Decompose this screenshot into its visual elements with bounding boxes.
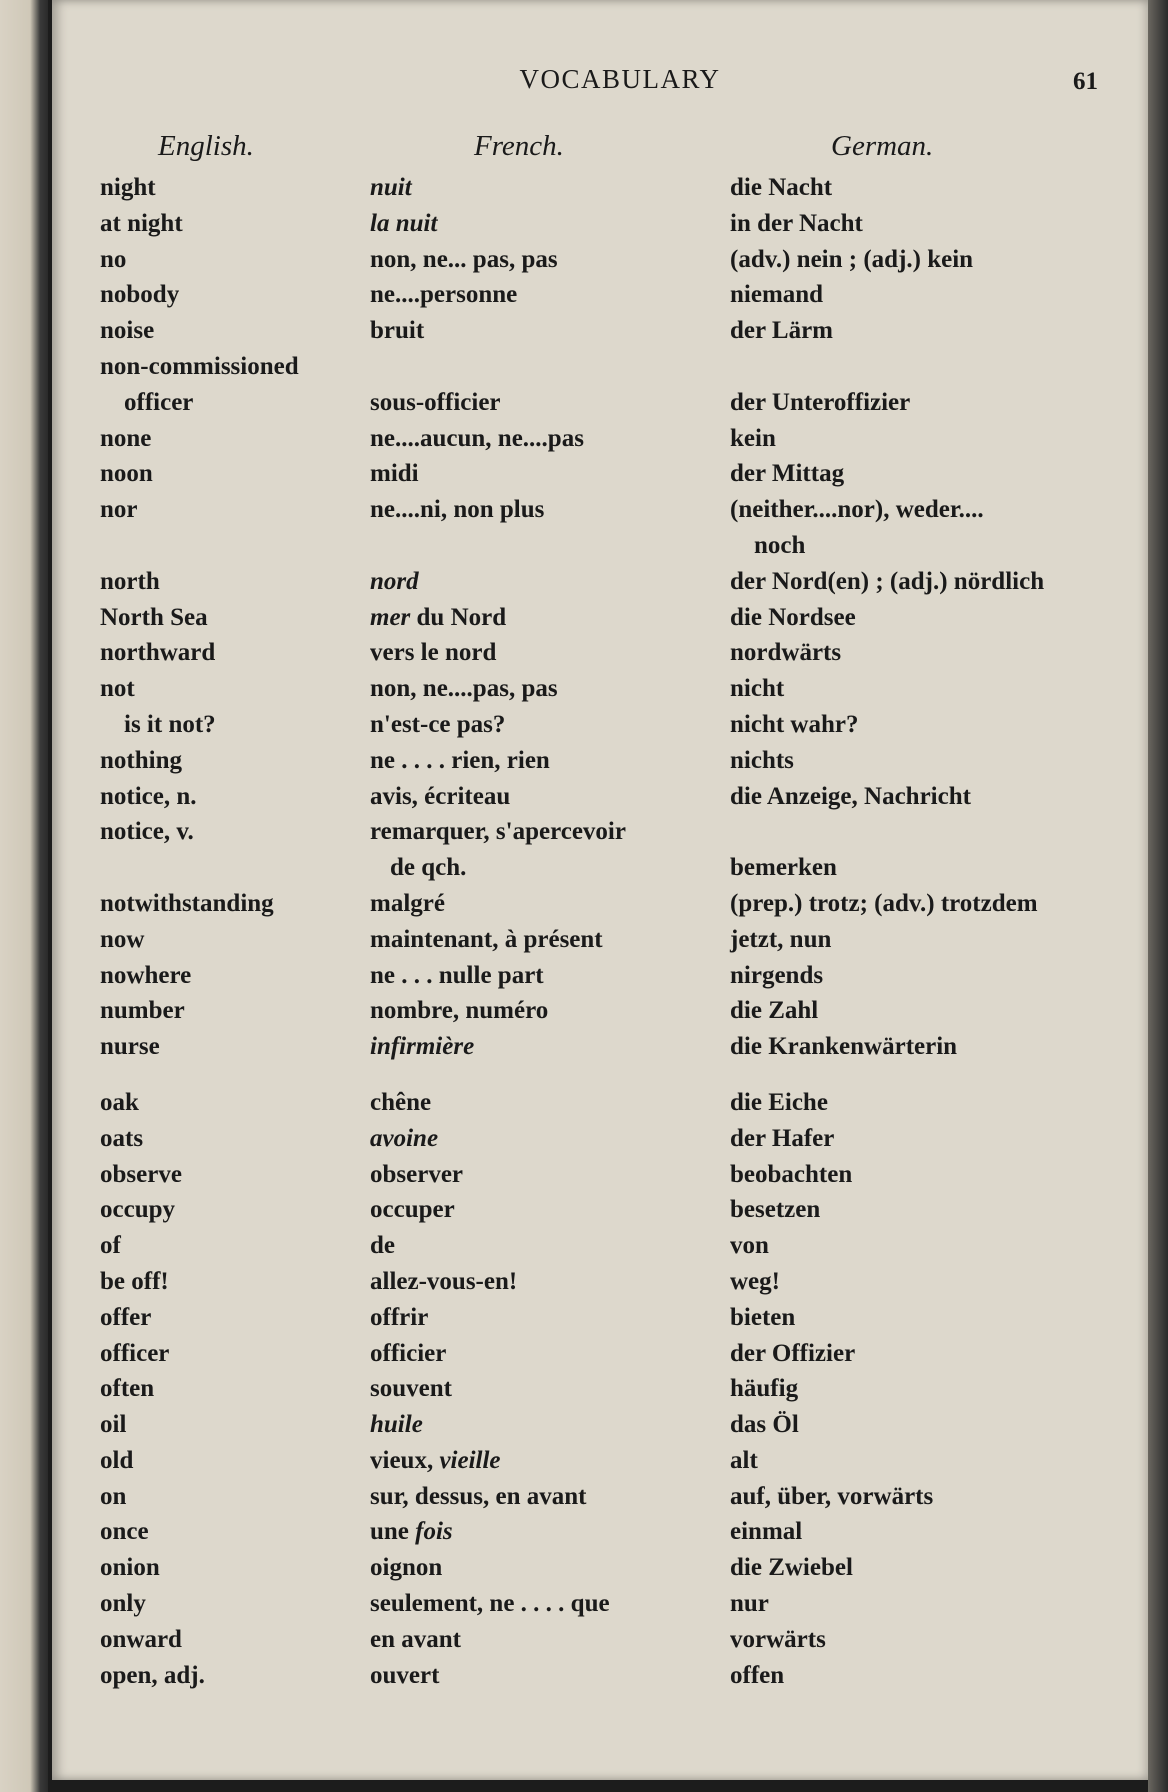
english-term: notwithstanding [100, 889, 274, 917]
english-term: only [100, 1590, 146, 1618]
german-term: die Anzeige, Nachricht [730, 782, 971, 810]
page-edge-shadow [1148, 0, 1168, 1792]
english-term: nurse [100, 1033, 160, 1061]
french-term: nord [370, 567, 419, 595]
french-term: malgré [370, 889, 445, 917]
french-term: ne....ni, non plus [370, 496, 545, 524]
french-term-italic: vieille [439, 1446, 501, 1474]
english-term: number [100, 997, 185, 1025]
english-term: oak [100, 1088, 139, 1116]
german-term: die Zwiebel [730, 1554, 853, 1582]
french-term: ne....personne [370, 281, 518, 309]
french-term: allez-vous-en! [370, 1267, 518, 1295]
german-term: besetzen [730, 1196, 821, 1224]
english-term: nowhere [100, 961, 192, 989]
english-term: northward [100, 639, 216, 667]
german-term: nichts [730, 746, 794, 774]
french-term: nuit [370, 174, 412, 201]
column-header-french: French. [474, 130, 564, 162]
vocab-row [52, 1232, 1148, 1268]
german-term: jetzt, nun [730, 925, 832, 953]
german-term: der Nord(en) ; (adj.) nördlich [730, 567, 1045, 595]
vocab-row [52, 1662, 1148, 1698]
german-term: der Hafer [730, 1124, 835, 1152]
english-term: oil [100, 1411, 127, 1439]
german-term: häufig [730, 1375, 799, 1403]
english-term: nothing [100, 746, 182, 774]
vocab-row [52, 1304, 1148, 1340]
english-term: non-commissioned [100, 352, 299, 380]
french-term: offrir [370, 1303, 429, 1331]
facing-page-edge [0, 0, 48, 1792]
german-term: der Mittag [730, 460, 845, 488]
english-term: is it not? [124, 710, 216, 738]
german-term: der Offizier [730, 1339, 856, 1367]
french-term: sous-officier [370, 388, 501, 416]
vocab-row [52, 747, 1148, 783]
english-term: onion [100, 1554, 160, 1582]
vocab-row [52, 1590, 1148, 1626]
english-term: North Sea [100, 603, 208, 631]
english-term: onward [100, 1625, 182, 1653]
german-term: bieten [730, 1303, 796, 1331]
vocab-row [52, 997, 1148, 1033]
english-term: nor [100, 496, 138, 524]
vocab-row-continuation [52, 854, 1148, 890]
english-term: notice, n. [100, 782, 197, 810]
french-term: officier [370, 1339, 447, 1367]
vocab-row [52, 1125, 1148, 1161]
vocab-row [52, 604, 1148, 640]
french-term-rest: du Nord [410, 603, 507, 631]
german-term: niemand [730, 281, 824, 309]
french-term: occuper [370, 1196, 455, 1224]
german-term: beobachten [730, 1160, 853, 1188]
vocab-row [52, 1626, 1148, 1662]
english-term: be off! [100, 1267, 169, 1295]
french-term [370, 1518, 453, 1546]
french-term: infirmière [370, 1033, 475, 1061]
english-term: nobody [100, 281, 180, 309]
german-term: weg! [730, 1267, 780, 1295]
french-term: la nuit [370, 209, 438, 237]
french-term: ne . . . nulle part [370, 961, 544, 989]
german-term: nicht [730, 675, 785, 703]
english-term: officer [124, 388, 194, 416]
english-term: at night [100, 209, 183, 237]
vocab-row [52, 1411, 1148, 1447]
french-term: de [370, 1232, 395, 1260]
vocab-row [52, 639, 1148, 675]
english-term: officer [100, 1339, 170, 1367]
french-term: maintenant, à présent [370, 925, 603, 953]
vocab-row [52, 711, 1148, 747]
german-term: der Unteroffizier [730, 388, 911, 416]
english-term: no [100, 245, 127, 273]
vocab-row [52, 1483, 1148, 1519]
german-term: noch [754, 531, 806, 559]
english-term: of [100, 1232, 121, 1260]
french-term-rest: vieux, [370, 1446, 440, 1474]
german-term: bemerken [730, 854, 837, 882]
vocab-row [52, 1196, 1148, 1232]
french-term: avis, écriteau [370, 782, 511, 810]
german-term: auf, über, vorwärts [730, 1482, 934, 1510]
vocab-row [52, 783, 1148, 819]
french-term: non, ne... pas, pas [370, 245, 558, 273]
english-term: once [100, 1518, 149, 1546]
german-term: von [730, 1232, 769, 1260]
french-term: sur, dessus, en avant [370, 1482, 587, 1510]
french-term-rest: une [370, 1518, 416, 1546]
german-term: alt [730, 1446, 758, 1474]
english-term: not [100, 675, 135, 703]
vocab-row [52, 962, 1148, 998]
english-term: observe [100, 1160, 182, 1188]
vocab-row [52, 926, 1148, 962]
english-term: noise [100, 317, 155, 345]
vocab-row [52, 1447, 1148, 1483]
english-term: oats [100, 1124, 144, 1152]
german-term: vorwärts [730, 1625, 826, 1653]
german-term: die Zahl [730, 997, 819, 1025]
vocab-row [52, 675, 1148, 711]
vocab-row [52, 460, 1148, 496]
english-term: noon [100, 460, 153, 488]
vocab-row [52, 1268, 1148, 1304]
vocab-row [52, 568, 1148, 604]
running-head [52, 64, 1148, 104]
french-term: bruit [370, 317, 425, 345]
french-term: nombre, numéro [370, 997, 549, 1025]
french-term: ne....aucun, ne....pas [370, 424, 584, 452]
column-header-german: German. [831, 130, 934, 162]
german-term: die Nacht [730, 174, 833, 201]
french-term: n'est-ce pas? [370, 710, 506, 738]
french-term: en avant [370, 1625, 461, 1653]
vocab-row [52, 496, 1148, 532]
english-term: old [100, 1446, 134, 1474]
french-term: souvent [370, 1375, 452, 1403]
french-term: vers le nord [370, 639, 497, 667]
german-term: in der Nacht [730, 209, 863, 237]
english-term: night [100, 174, 156, 201]
column-headers [52, 130, 1148, 170]
french-term: oignon [370, 1554, 443, 1582]
vocab-row [52, 210, 1148, 246]
english-term: on [100, 1482, 127, 1510]
german-term: die Eiche [730, 1088, 828, 1116]
page-number: 61 [1073, 68, 1098, 95]
french-term [370, 1447, 501, 1475]
german-term: einmal [730, 1518, 803, 1546]
vocab-row [52, 1033, 1148, 1069]
vocab-row [52, 1161, 1148, 1197]
english-term: open, adj. [100, 1661, 205, 1689]
french-term: remarquer, s'apercevoir [370, 818, 626, 846]
vocab-row [52, 818, 1148, 854]
french-term [370, 604, 506, 632]
vocab-row [52, 281, 1148, 317]
vocab-row-continuation [52, 389, 1148, 425]
french-term: de qch. [390, 854, 467, 882]
english-term: north [100, 567, 160, 595]
page-title: VOCABULARY [519, 64, 721, 94]
vocabulary-list [52, 174, 1148, 1697]
german-term: (adv.) nein ; (adj.) kein [730, 245, 974, 273]
german-term: nur [730, 1590, 769, 1618]
french-term: ne . . . . rien, rien [370, 746, 550, 774]
english-term: offer [100, 1303, 152, 1331]
vocab-row [52, 1340, 1148, 1376]
vocab-row [52, 1554, 1148, 1590]
vocab-row [52, 1518, 1148, 1554]
vocab-row [52, 353, 1148, 389]
german-term: (neither....nor), weder.... [730, 496, 984, 524]
german-term: (prep.) trotz; (adv.) trotzdem [730, 889, 1038, 917]
french-term-italic: fois [415, 1518, 453, 1546]
english-term: occupy [100, 1196, 175, 1224]
vocab-row [52, 174, 1148, 210]
german-term: kein [730, 424, 776, 452]
german-term: nirgends [730, 961, 824, 989]
french-term-italic: mer [370, 603, 411, 631]
english-term: now [100, 925, 145, 953]
vocab-row [52, 1375, 1148, 1411]
french-term: non, ne....pas, pas [370, 675, 558, 703]
french-term: avoine [370, 1124, 439, 1152]
german-term: nordwärts [730, 639, 842, 667]
german-term: das Öl [730, 1411, 799, 1439]
column-header-english: English. [158, 130, 254, 162]
english-term: none [100, 424, 152, 452]
english-term: notice, v. [100, 818, 194, 846]
french-term: seulement, ne . . . . que [370, 1590, 610, 1618]
vocab-row [52, 1089, 1148, 1125]
german-term: nicht wahr? [730, 710, 859, 738]
vocab-row [52, 246, 1148, 282]
vocab-row-continuation [52, 532, 1148, 568]
french-term: ouvert [370, 1661, 440, 1689]
french-term: midi [370, 460, 419, 488]
german-term: die Nordsee [730, 603, 856, 631]
vocabulary-page [52, 0, 1148, 1780]
vocab-row [52, 890, 1148, 926]
french-term: chêne [370, 1088, 432, 1116]
german-term: der Lärm [730, 317, 833, 345]
english-term: often [100, 1375, 155, 1403]
vocab-row [52, 425, 1148, 461]
german-term: die Krankenwärterin [730, 1033, 958, 1061]
vocab-row [52, 317, 1148, 353]
german-term: offen [730, 1661, 785, 1689]
french-term: observer [370, 1160, 464, 1188]
french-term: huile [370, 1411, 423, 1439]
